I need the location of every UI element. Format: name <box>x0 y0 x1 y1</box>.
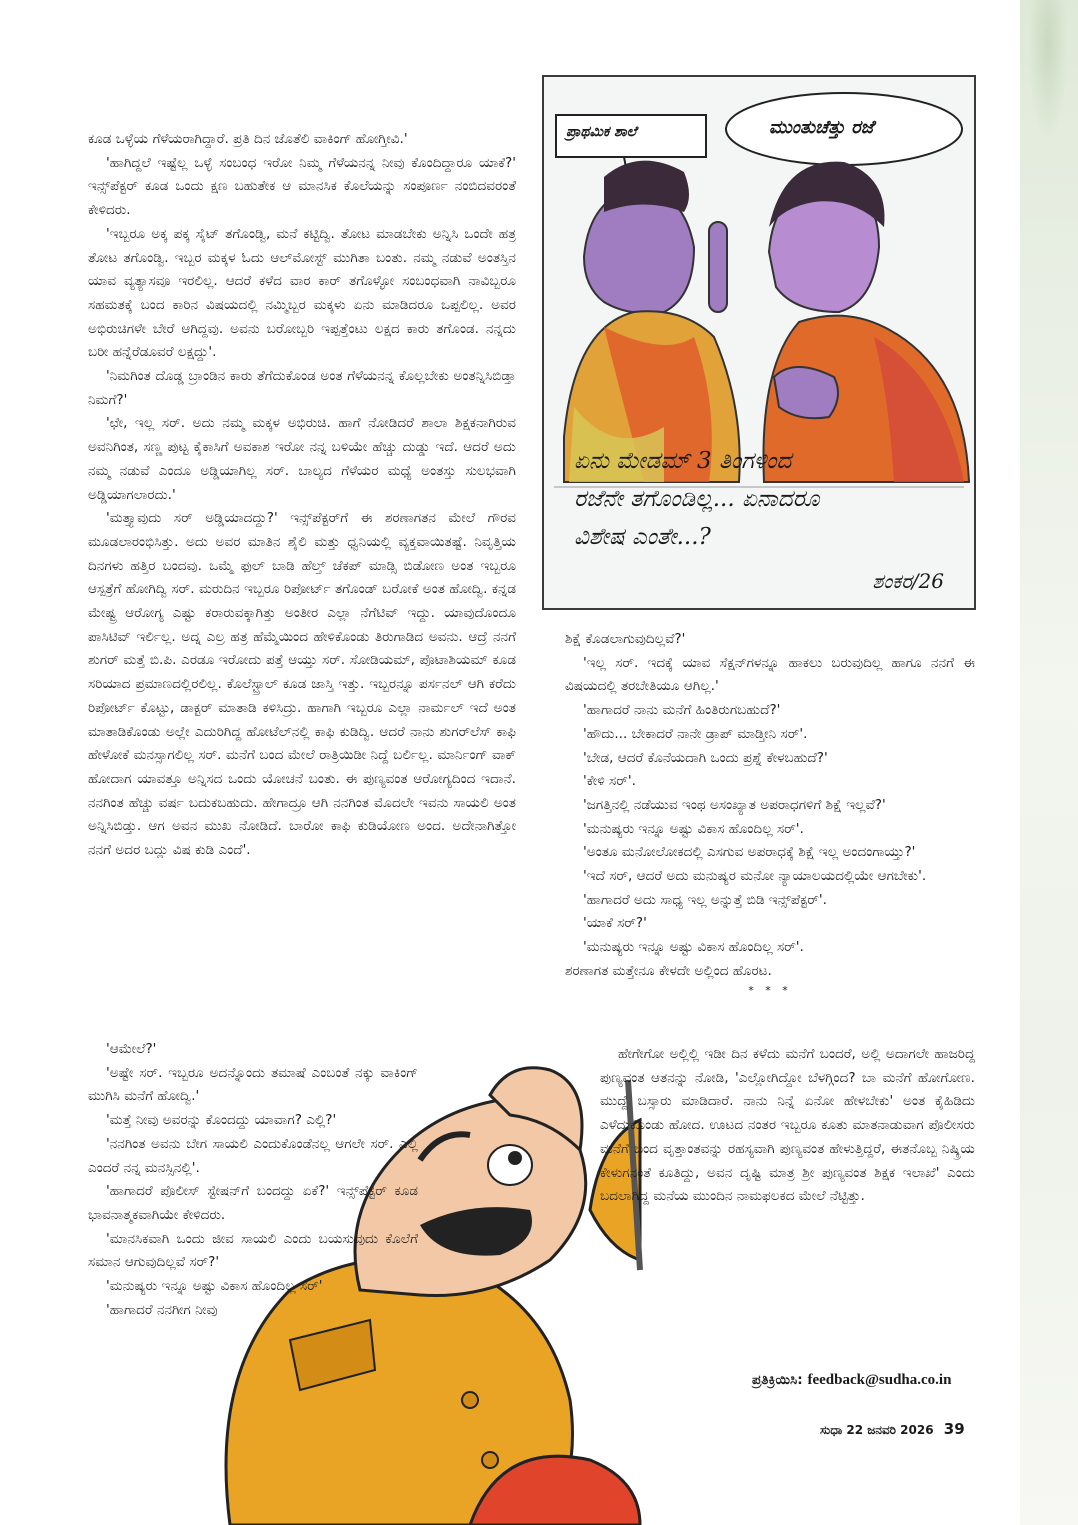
closing-paragraph-block <box>600 1043 975 1209</box>
page-number: 39 <box>943 1420 965 1438</box>
paragraph: 'ಜಗತ್ತಿನಲ್ಲಿ ನಡೆಯುವ ಇಂಥ ಅಸಂಖ್ಯಾತ ಅಪರಾಧಗಳಿಗೆ ಶಿಕ್ಷೆ ಇಲ್ಲವೆ?' <box>583 796 886 813</box>
paragraph: 'ಮತ್ತೆ ನೀವು ಅವರನ್ನು ಕೊಂದದ್ದು ಯಾವಾಗ? ಎಲ್ಲಿ?' <box>106 1112 337 1129</box>
magazine-date: ಸುಧಾ 22 ಜನವರಿ 2026 <box>820 1423 934 1437</box>
article-column-narrow <box>88 1038 418 1322</box>
feedback-credit <box>752 1372 951 1389</box>
section-separator: * * * <box>748 983 792 997</box>
paragraph: 'ಹೌದು... ಬೇಕಾದರೆ ನಾನೇ ಡ್ರಾಪ್ ಮಾಡ್ತೀನಿ ಸರ್'. <box>583 725 808 742</box>
feedback-email-link[interactable]: feedback@sudha.co.in <box>807 1372 952 1388</box>
paragraph: 'ಮನುಷ್ಯರು ಇನ್ನೂ ಅಷ್ಟು ವಿಕಾಸ ಹೊಂದಿಲ್ಲ ಸರ್'. <box>583 939 804 956</box>
paragraph: 'ಇದೆ ಸರ್, ಆದರೆ ಅದು ಮನುಷ್ಯರ ಮನೋ ನ್ಯಾಯಾಲಯದಲ್ಲಿಯೇ ಆಗಬೇಕು'. <box>583 868 927 885</box>
paragraph: ಕೂಡ ಒಳ್ಳೆಯ ಗೆಳೆಯರಾಗಿದ್ದಾರೆ. ಪ್ರತಿ ದಿನ ಜೊತೆಲಿ ವಾಕಿಂಗ್ ಹೋಗ್ತೀವಿ.' <box>88 131 408 147</box>
paragraph: 'ಹಾಗಿದ್ದಲೆ ಇಷ್ಟೆಲ್ಲ ಒಳ್ಳೆ ಸಂಬಂಧ ಇರೋ ನಿಮ್ಮ ಗೆಳೆಯನನ್ನ ನೀವು ಕೊಂದಿದ್ದಾರೂ ಯಾಕೆ?' ಇನ್ಸ್‌ಪೆಕ್ಟರ್ ಕೂಡ ಒಂದು ಕ್ಷಣ ಬಹುತೇಕ ಆ ಮಾನಸಿಕ ಕೊಲೆಯನ್ನು ಸಂಪೂರ್ಣ ನಂಬಿದವರಂತೆ ಕೇಳಿದರು. <box>88 154 516 219</box>
cartoonist-signature: ಶಂಕರ/26 <box>872 569 944 593</box>
paragraph: 'ಮಾನಸಿಕವಾಗಿ ಒಂದು ಜೀವ ಸಾಯಲಿ ಎಂದು ಬಯಸುವುದು ಕೊಲೆಗೆ ಸಮಾನ ಆಗುವುದಿಲ್ಲವೆ ಸರ್?' <box>88 1230 418 1271</box>
paragraph: ಶಿಕ್ಷೆ ಕೊಡಲಾಗುವುದಿಲ್ಲವೆ?' <box>565 631 686 647</box>
paragraph: 'ಆಮೇಲೆ?' <box>106 1041 157 1057</box>
paragraph: ಶರಣಾಗತ ಮತ್ತೇನೂ ಕೇಳದೇ ಅಲ್ಲಿಂದ ಹೊರಟ. <box>565 962 772 979</box>
feedback-label: ಪ್ರತಿಕ್ರಿಯಿಸಿ: <box>752 1372 803 1388</box>
paragraph: 'ಹಾಗಾದರೆ ಪೊಲೀಸ್ ಸ್ಟೇಷನ್‌ಗೆ ಬಂದದ್ದು ಏಕೆ?' ಇನ್ಸ್‌ಪೆಕ್ಟರ್ ಕೂಡ ಭಾವನಾತ್ಮಕವಾಗಿಯೇ ಕೇಳಿದರು. <box>88 1183 418 1223</box>
paragraph: 'ಬೇಡ, ಆದರೆ ಕೊನೆಯದಾಗಿ ಒಂದು ಪ್ರಶ್ನೆ ಕೇಳಬಹುದೆ?' <box>583 749 828 766</box>
paragraph: 'ಹಾಗಾದರೆ ನಾನು ಮನೆಗೆ ಹಿಂತಿರುಗಬಹುದೆ?' <box>583 702 781 719</box>
article-column-left <box>88 128 516 863</box>
caption-line: ಏನು ಮೇಡಮ್ 3 ತಿಂಗಳಿಂದ <box>574 448 792 474</box>
school-sign-text: ಪ್ರಾಥಮಿಕ ಶಾಲೆ <box>566 124 637 140</box>
paragraph: 'ಇಲ್ಲ ಸರ್. ಇದಕ್ಕೆ ಯಾವ ಸೆಕ್ಷನ್‌ಗಳನ್ನೂ ಹಾಕಲು ಬರುವುದಿಲ್ಲ ಹಾಗೂ ನನಗೆ ಈ ವಿಷಯದಲ್ಲಿ ತರಬೇತಿಯೂ ಆಗಿಲ್ಲ.' <box>565 654 975 695</box>
paragraph: 'ಮತ್ತ್ಯಾವುದು ಸರ್ ಅಡ್ಡಿಯಾದದ್ದು?' ಇನ್ಸ್‌ಪೆಕ್ಟರ್‌ಗೆ ಈ ಶರಣಾಗತನ ಮೇಲೆ ಗೌರವ ಮೂಡಲಾರಂಭಿಸಿತ್ತು. ಅದು ಅವರ ಮಾತಿನ ಶೈಲಿ ಮತ್ತು ಧ್ವನಿಯಲ್ಲಿ ವ್ಯಕ್ತವಾಯಿತಷ್ಟೆ. ನಿವೃತ್ತಿಯ ದಿನಗಳು ಹತ್ತಿರ ಬಂದವು. ಒಮ್ಮೆ ಫುಲ್ ಬಾಡಿ ಹೆಲ್ತ್ ಚೆಕಪ್ ಮಾಡ್ಸಿ ಬಿಡೋಣ ಅಂತ ಇಬ್ಬರೂ ಆಸ್ಪತ್ರೆಗೆ ಹೋಗಿದ್ವಿ ಸರ್. ಮರುದಿನ ಇಬ್ಬರೂ ರಿಪೋರ್ಟ್ ತಗೊಂಡ್ ಬರೋಕೆ ಅಂತ ಹೋದ್ವಿ. ಕನ್ನಡ ಮೇಷ್ಟ್ರ ಆರೋಗ್ಯ ಎಷ್ಟು ಕರಾರುವಕ್ಕಾಗಿತ್ತು ಅಂತೀರ ಎಲ್ಲಾ ನೆಗೆಟಿವ್ ಇದ್ದು. ಯಾವುದೊಂದೂ ಪಾಸಿಟಿವ್ ಇರ್ಲಿಲ್ಲ. ಅದ್ನ ಎಲ್ರ ಹತ್ರ ಹೆಮ್ಮೆಯಿಂದ ಹೇಳಿಕೊಂಡು ತಿರುಗಾಡಿದ ಅವನು. ಆದ್ರೆ ನನಗೆ ಶುಗರ್ ಮತ್ತೆ ಬಿ.ಪಿ. ಎರಡೂ ಇರೋದು ಪತ್ತೆ ಆಯ್ತು ಸರ್. ಸೋಡಿಯಮ್, ಪೊಟಾಶಿಯಮ್ ಕೂಡ ಸರಿಯಾದ ಪ್ರಮಾಣದಲ್ಲಿರಲಿಲ್ಲ. ಕೊಲೆಸ್ಟ್ರಾಲ್ ಕೂಡ ಜಾಸ್ತಿ ಇತ್ತು. ಇಬ್ಬರನ್ನೂ ಪರ್ಸನಲ್ ಆಗಿ ಕರೆದು ರಿಪೋರ್ಟ್ ಕೊಟ್ಟು, ಡಾಕ್ಟರ್ ಮಾತಾಡಿ ಕಳಿಸಿದ್ರು. ಹಾಗಾಗಿ ಇಬ್ಬರೂ ಎಲ್ಲಾ ನಾರ್ಮಲ್ ಇದೆ ಅಂತ ಮಾತಾಡಿಕೊಂಡು ಅಲ್ಲೇ ಎದುರಿಗಿದ್ದ ಹೋಟೆಲ್‌ನಲ್ಲಿ ಕಾಫಿ ಕುಡಿದ್ವಿ. ಆದರೆ ನಾನು ಶುಗರ್‌ಲೆಸ್ ಕಾಫಿ ಹೇಳೋಕೆ ಮನಸ್ಸಾಗಲಿಲ್ಲ ಸರ್. ಮನೆಗೆ ಬಂದ ಮೇಲೆ ರಾತ್ರಿಯಿಡೀ ನಿದ್ದೆ ಬರ್ಲಿಲ್ಲ. ಮಾರ್ನಿಂಗ್ ವಾಕ್ ಹೋದಾಗ ಯಾವತ್ತೂ ಅನ್ನಿಸದ ಒಂದು ಯೋಚನೆ ಬಂತು. ಈ ಪುಣ್ಯವಂತ ಆರೋಗ್ಯದಿಂದ ಇದಾನೆ. ನನಗಿಂತ ಹೆಚ್ಚು ವರ್ಷ ಬದುಕಬಹುದು. ಹೇಗಾದ್ರೂ ಆಗಿ ನನಗಿಂತ ಮೊದಲೇ ಇವನು ಸಾಯಲಿ ಅಂತ ಅನ್ನಿಸಿಬಿಡ್ತು. ಆಗ ಅವನ ಮುಖ ನೋಡಿದೆ. ಬಾರೋ ಕಾಫಿ ಕುಡಿಯೋಣ ಅಂದ. ಅದೇನಾಗಿತ್ತೋ ನನಗೆ ಅದರ ಬದ್ಲು ವಿಷ ಕುಡಿ ಎಂದೆ'. <box>88 510 516 859</box>
paragraph: 'ಮನುಷ್ಯರು ಇನ್ನೂ ಅಷ್ಟು ವಿಕಾಸ ಹೊಂದಿಲ್ಲ ಸರ್'. <box>583 820 804 837</box>
paragraph: 'ಇಬ್ಬರೂ ಅಕ್ಕ ಪಕ್ಕ ಸೈಟ್ ತಗೊಂಡ್ವಿ, ಮನೆ ಕಟ್ಟಿದ್ವಿ. ತೋಟ ಮಾಡಬೇಕು ಅನ್ನಿಸಿ ಒಂದೇ ಹತ್ರ ತೋಟ ತಗೊಂಡ್ವಿ. ಇಬ್ಬರ ಮಕ್ಕಳ ಓದು ಆಲ್‌ಮೋಸ್ಟ್ ಮುಗಿತಾ ಬಂತು. ನಮ್ಮ ನಡುವೆ ಅಂತಸ್ತಿನ ಯಾವ ವ್ಯತ್ಯಾಸವೂ ಇರಲಿಲ್ಲ. ಆದರೆ ಕಳೆದ ವಾರ ಕಾರ್ ತಗೊಳ್ಳೋ ಸಂಬಂಧವಾಗಿ ನಾವಿಬ್ಬರೂ ಸಹಮತಕ್ಕೆ ಬಂದ ಕಾರಿನ ವಿಷಯದಲ್ಲಿ ನಮ್ಮಿಬ್ಬರ ಮಕ್ಕಳು ಏನು ಮಾಡಿದರೂ ಒಪ್ಪಲಿಲ್ಲ. ಅವರ ಅಭಿರುಚಿಗಳೇ ಬೇರೆ ಆಗಿದ್ದವು. ಅವನು ಬರೋಬ್ಬರಿ ಇಪ್ಪತ್ತೆಂಟು ಲಕ್ಷದ ಕಾರು ತಗೊಂಡ. ನನ್ನದು ಬರೀ ಹನ್ನೆರೆಡೂವರೆ ಲಕ್ಷದ್ದು'. <box>88 225 516 361</box>
paragraph: 'ಕೇಳಿ ಸರ್'. <box>583 773 636 790</box>
paragraph: 'ಹಾಗಾದರೆ ನನಗೀಗ ನೀವು <box>106 1301 218 1318</box>
cartoon-illustration <box>542 75 976 610</box>
paragraph: 'ನನಗಿಂತ ಅವನು ಬೇಗ ಸಾಯಲಿ ಎಂದುಕೊಂಡೆನಲ್ಲ ಆಗಲೇ ಸರ್. ಎಲ್ಲಿ ಎಂದರೆ ನನ್ನ ಮನಸ್ಸಿನಲ್ಲಿ'. <box>88 1135 418 1176</box>
paragraph: ಹೇಗೇಗೋ ಅಲ್ಲಿಲ್ಲಿ ಇಡೀ ದಿನ ಕಳೆದು ಮನೆಗೆ ಬಂದರೆ, ಅಲ್ಲಿ ಅದಾಗಲೇ ಹಾಜರಿದ್ದ ಪುಣ್ಯವಂತ ಆತನನ್ನು ನೋಡಿ, 'ಎಲ್ಲೋಗಿದ್ದೋ ಬೆಳಗ್ಗಿಂದ? ಬಾ ಮನೆಗೆ ಹೋಗೋಣ. ಮುದ್ದೆ ಬಸ್ಸಾರು ಮಾಡಿದಾರೆ. ನಾನು ನಿನ್ನೆ ಏನೋ ಹೇಳಬೇಕು' ಅಂತ ಕೈಹಿಡಿದು ಎಳೆದುಕೊಂಡು ಹೋದ. ಊಟದ ನಂತರ ಇಬ್ಬರೂ ಕೂತು ಮಾತನಾಡುವಾಗ ಪೊಲೀಸರು ಮನೆಗೆ ಬಂದ ವೃತ್ತಾಂತವನ್ನು ರಹಸ್ಯವಾಗಿ ಪುಣ್ಯವಂತ ಹೇಳುತ್ತಿದ್ದರೆ, ಈತನೊಬ್ಬ ನಿಷ್ಕ್ರಿಯ ಕೇಳುಗನಂತೆ ಕೂತಿದ್ದು, ಅವನ ದೃಷ್ಟಿ ಮಾತ್ರ ಶ್ರೀ ಪುಣ್ಯವಂತ ಶಿಕ್ಷಕ ಇಲಾಖೆ' ಎಂದು ಬದಲಾಗಿದ್ದ ಮನೆಯ ಮುಂದಿನ ನಾಮಫಲಕದ ಮೇಲೆ ನೆಟ್ಟಿತ್ತು. <box>600 1046 975 1205</box>
paragraph: 'ಯಾಕೆ ಸರ್?' <box>583 915 647 932</box>
paragraph: 'ನಿಮಗಿಂತ ದೊಡ್ಡ ಬ್ರಾಂಡಿನ ಕಾರು ತೆಗೆದುಕೊಂಡ ಅಂತ ಗೆಳೆಯನನ್ನ ಕೊಲ್ಲಬೇಕು ಅಂತನ್ನಿಸಿಬಿಡ್ತಾ ನಿಮಗೆ?' <box>88 368 516 408</box>
paragraph: 'ಅಷ್ಟೇ ಸರ್. ಇಬ್ಬರೂ ಅದನ್ನೊಂದು ತಮಾಷೆ ಎಂಬಂತೆ ನಕ್ಕು ವಾಕಿಂಗ್ ಮುಗಿಸಿ ಮನೆಗೆ ಹೋದ್ವಿ.' <box>88 1064 418 1105</box>
paragraph: 'ಹಾಗಾದರೆ ಅದು ಸಾಧ್ಯ ಇಲ್ಲ ಅನ್ನುತ್ತೆ ಬಿಡಿ ಇನ್ಸ್‌ಪೆಕ್ಟರ್'. <box>583 891 827 908</box>
article-column-right <box>565 628 975 998</box>
paragraph: 'ಮನುಷ್ಯರು ಇನ್ನೂ ಅಷ್ಟು ವಿಕಾಸ ಹೊಂದಿಲ್ಲ ಸರ್' <box>106 1278 323 1295</box>
cartoon-caption <box>574 442 954 556</box>
thought-bubble-text: ಮುಂತುಚೆತ್ತು ರಜೆ <box>769 117 874 138</box>
caption-line: ವಿಶೇಷ ಎಂತೇ...? <box>574 524 711 550</box>
caption-line: ರಜೆನೇ ತಗೊಂಡಿಲ್ಲ... ಏನಾದರೂ <box>574 486 820 512</box>
paragraph: 'ಅಂತೂ ಮನೋಲೋಕದಲ್ಲಿ ಎಸಗುವ ಅಪರಾಧಕ್ಕೆ ಶಿಕ್ಷೆ ಇಲ್ಲ ಅಂದಂಗಾಯ್ತು?' <box>583 844 916 861</box>
page-folio <box>820 1420 965 1438</box>
page-edge-decoration <box>1020 0 1078 1525</box>
paragraph: 'ಛೇ, ಇಲ್ಲ ಸರ್. ಅದು ನಮ್ಮ ಮಕ್ಕಳ ಅಭಿರುಚಿ. ಹಾಗೆ ನೋಡಿದರೆ ಶಾಲಾ ಶಿಕ್ಷಕನಾಗಿರುವ ಅವನಿಗಿಂತ, ಸಣ್ಣ ಪುಟ್ಟ ಕೈಕಾಸಿಗೆ ಅವಕಾಶ ಇರೋ ನನ್ನ ಬಳಿಯೇ ಹೆಚ್ಚು ದುಡ್ಡು ಇದೆ. ಆದರೆ ಅದು ನಮ್ಮ ನಡುವೆ ಎಂದೂ ಅಡ್ಡಿಯಾಗಿಲ್ಲ ಸರ್. ಬಾಲ್ಯದ ಗೆಳೆಯರ ಮಧ್ಯೆ ಅಂತಸ್ತು ಸುಲಭವಾಗಿ ಅಡ್ಡಿಯಾಗಲಾರದು.' <box>88 415 516 503</box>
